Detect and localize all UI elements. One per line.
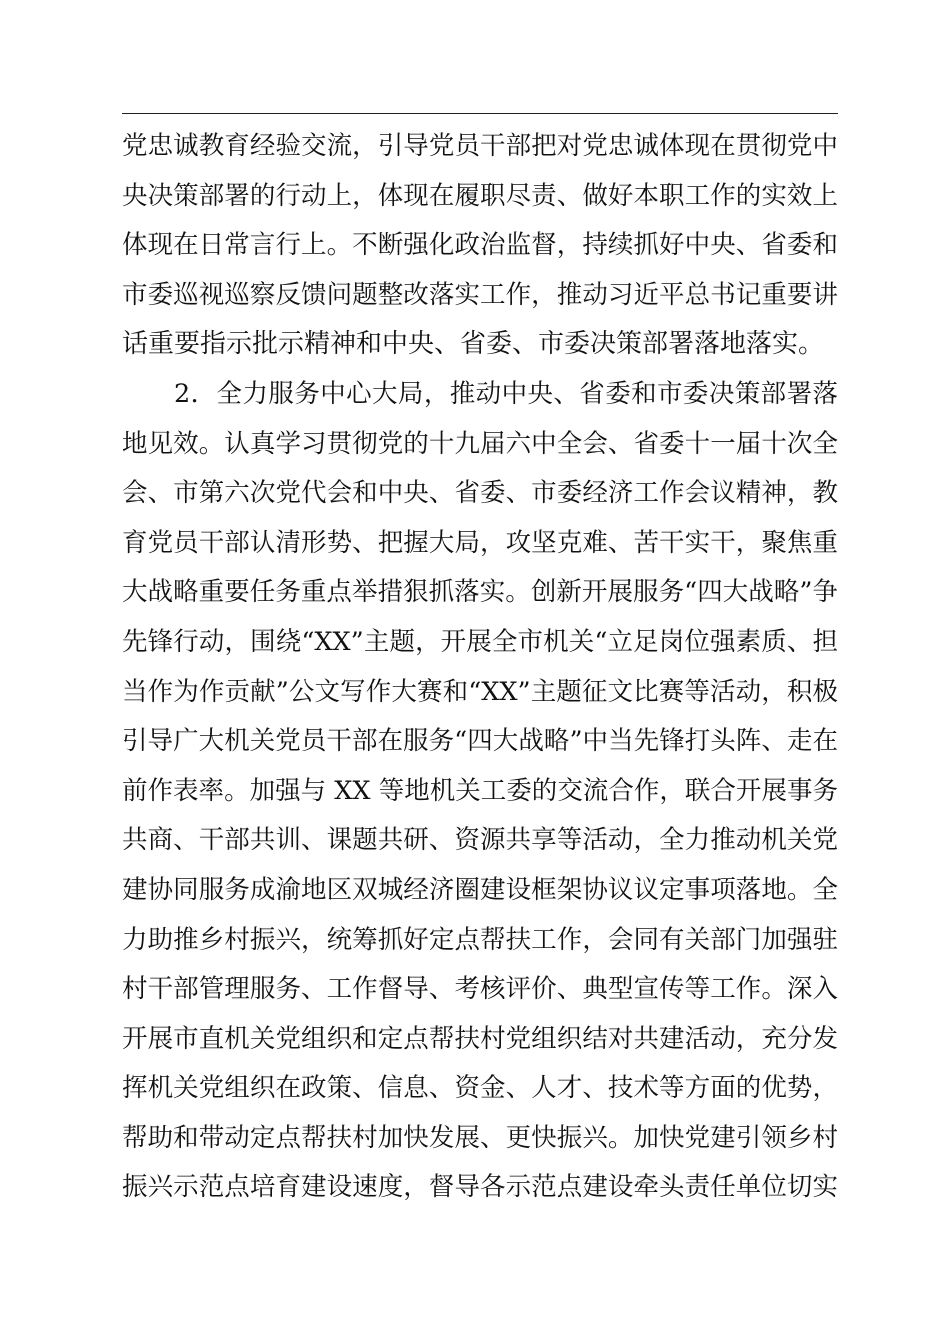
text-line: 党忠诚教育经验交流，引导党员干部把对党忠诚体现在贯彻党中 <box>122 131 838 161</box>
text-line: 当作为作贡献”公文写作大赛和“XX”主题征文比赛等活动，积极 <box>122 676 838 707</box>
text-line: 会、市第六次党代会和中央、省委、市委经济工作会议精神，教 <box>122 478 838 509</box>
text-line: 话重要指示批示精神和中央、省委、市委决策部署落地落实。 <box>122 329 825 360</box>
text-line: 振兴示范点培育建设速度，督导各示范点建设牵头责任单位切实 <box>122 1172 838 1203</box>
text-line: 央决策部署的行动上，体现在履职尽责、做好本职工作的实效上 <box>122 180 838 211</box>
text-line: 建协同服务成渝地区双城经济圈建设框架协议议定事项落地。全 <box>122 874 838 905</box>
text-line: 村干部管理服务、工作督导、考核评价、典型宣传等工作。深入 <box>122 974 838 1005</box>
text-line: 大战略重要任务重点举措狠抓落实。创新开展服务“四大战略”争 <box>122 577 838 608</box>
text-line: 市委巡视巡察反馈问题整改落实工作，推动习近平总书记重要讲 <box>122 279 838 310</box>
section-heading-line: 2．全力服务中心大局，推动中央、省委和市委决策部署落 <box>174 378 838 409</box>
text-line: 前作表率。加强与 XX 等地机关工委的交流合作，联合开展事务 <box>122 775 838 806</box>
text-line: 力助推乡村振兴，统筹抓好定点帮扶工作，会同有关部门加强驻 <box>122 924 838 955</box>
text-line: 开展市直机关党组织和定点帮扶村党组织结对共建活动，充分发 <box>122 1023 838 1054</box>
text-line: 挥机关党组织在政策、信息、资金、人才、技术等方面的优势， <box>122 1073 838 1104</box>
text-line: 引导广大机关党员干部在服务“四大战略”中当先锋打头阵、走在 <box>122 726 838 757</box>
text-line: 帮助和带动定点帮扶村加快发展、更快振兴。加快党建引领乡村 <box>122 1122 838 1153</box>
header-rule <box>122 113 838 114</box>
body-text <box>122 122 838 1213</box>
text-line: 先锋行动，围绕“XX”主题，开展全市机关“立足岗位强素质、担 <box>122 626 838 657</box>
text-line: 地见效。认真学习贯彻党的十九届六中全会、省委十一届十次全 <box>122 428 838 459</box>
text-line: 体现在日常言行上。不断强化政治监督，持续抓好中央、省委和 <box>122 230 838 261</box>
text-line: 共商、干部共训、课题共研、资源共享等活动，全力推动机关党 <box>122 825 838 856</box>
text-line: 育党员干部认清形势、把握大局，攻坚克难、苦干实干，聚焦重 <box>122 527 838 558</box>
